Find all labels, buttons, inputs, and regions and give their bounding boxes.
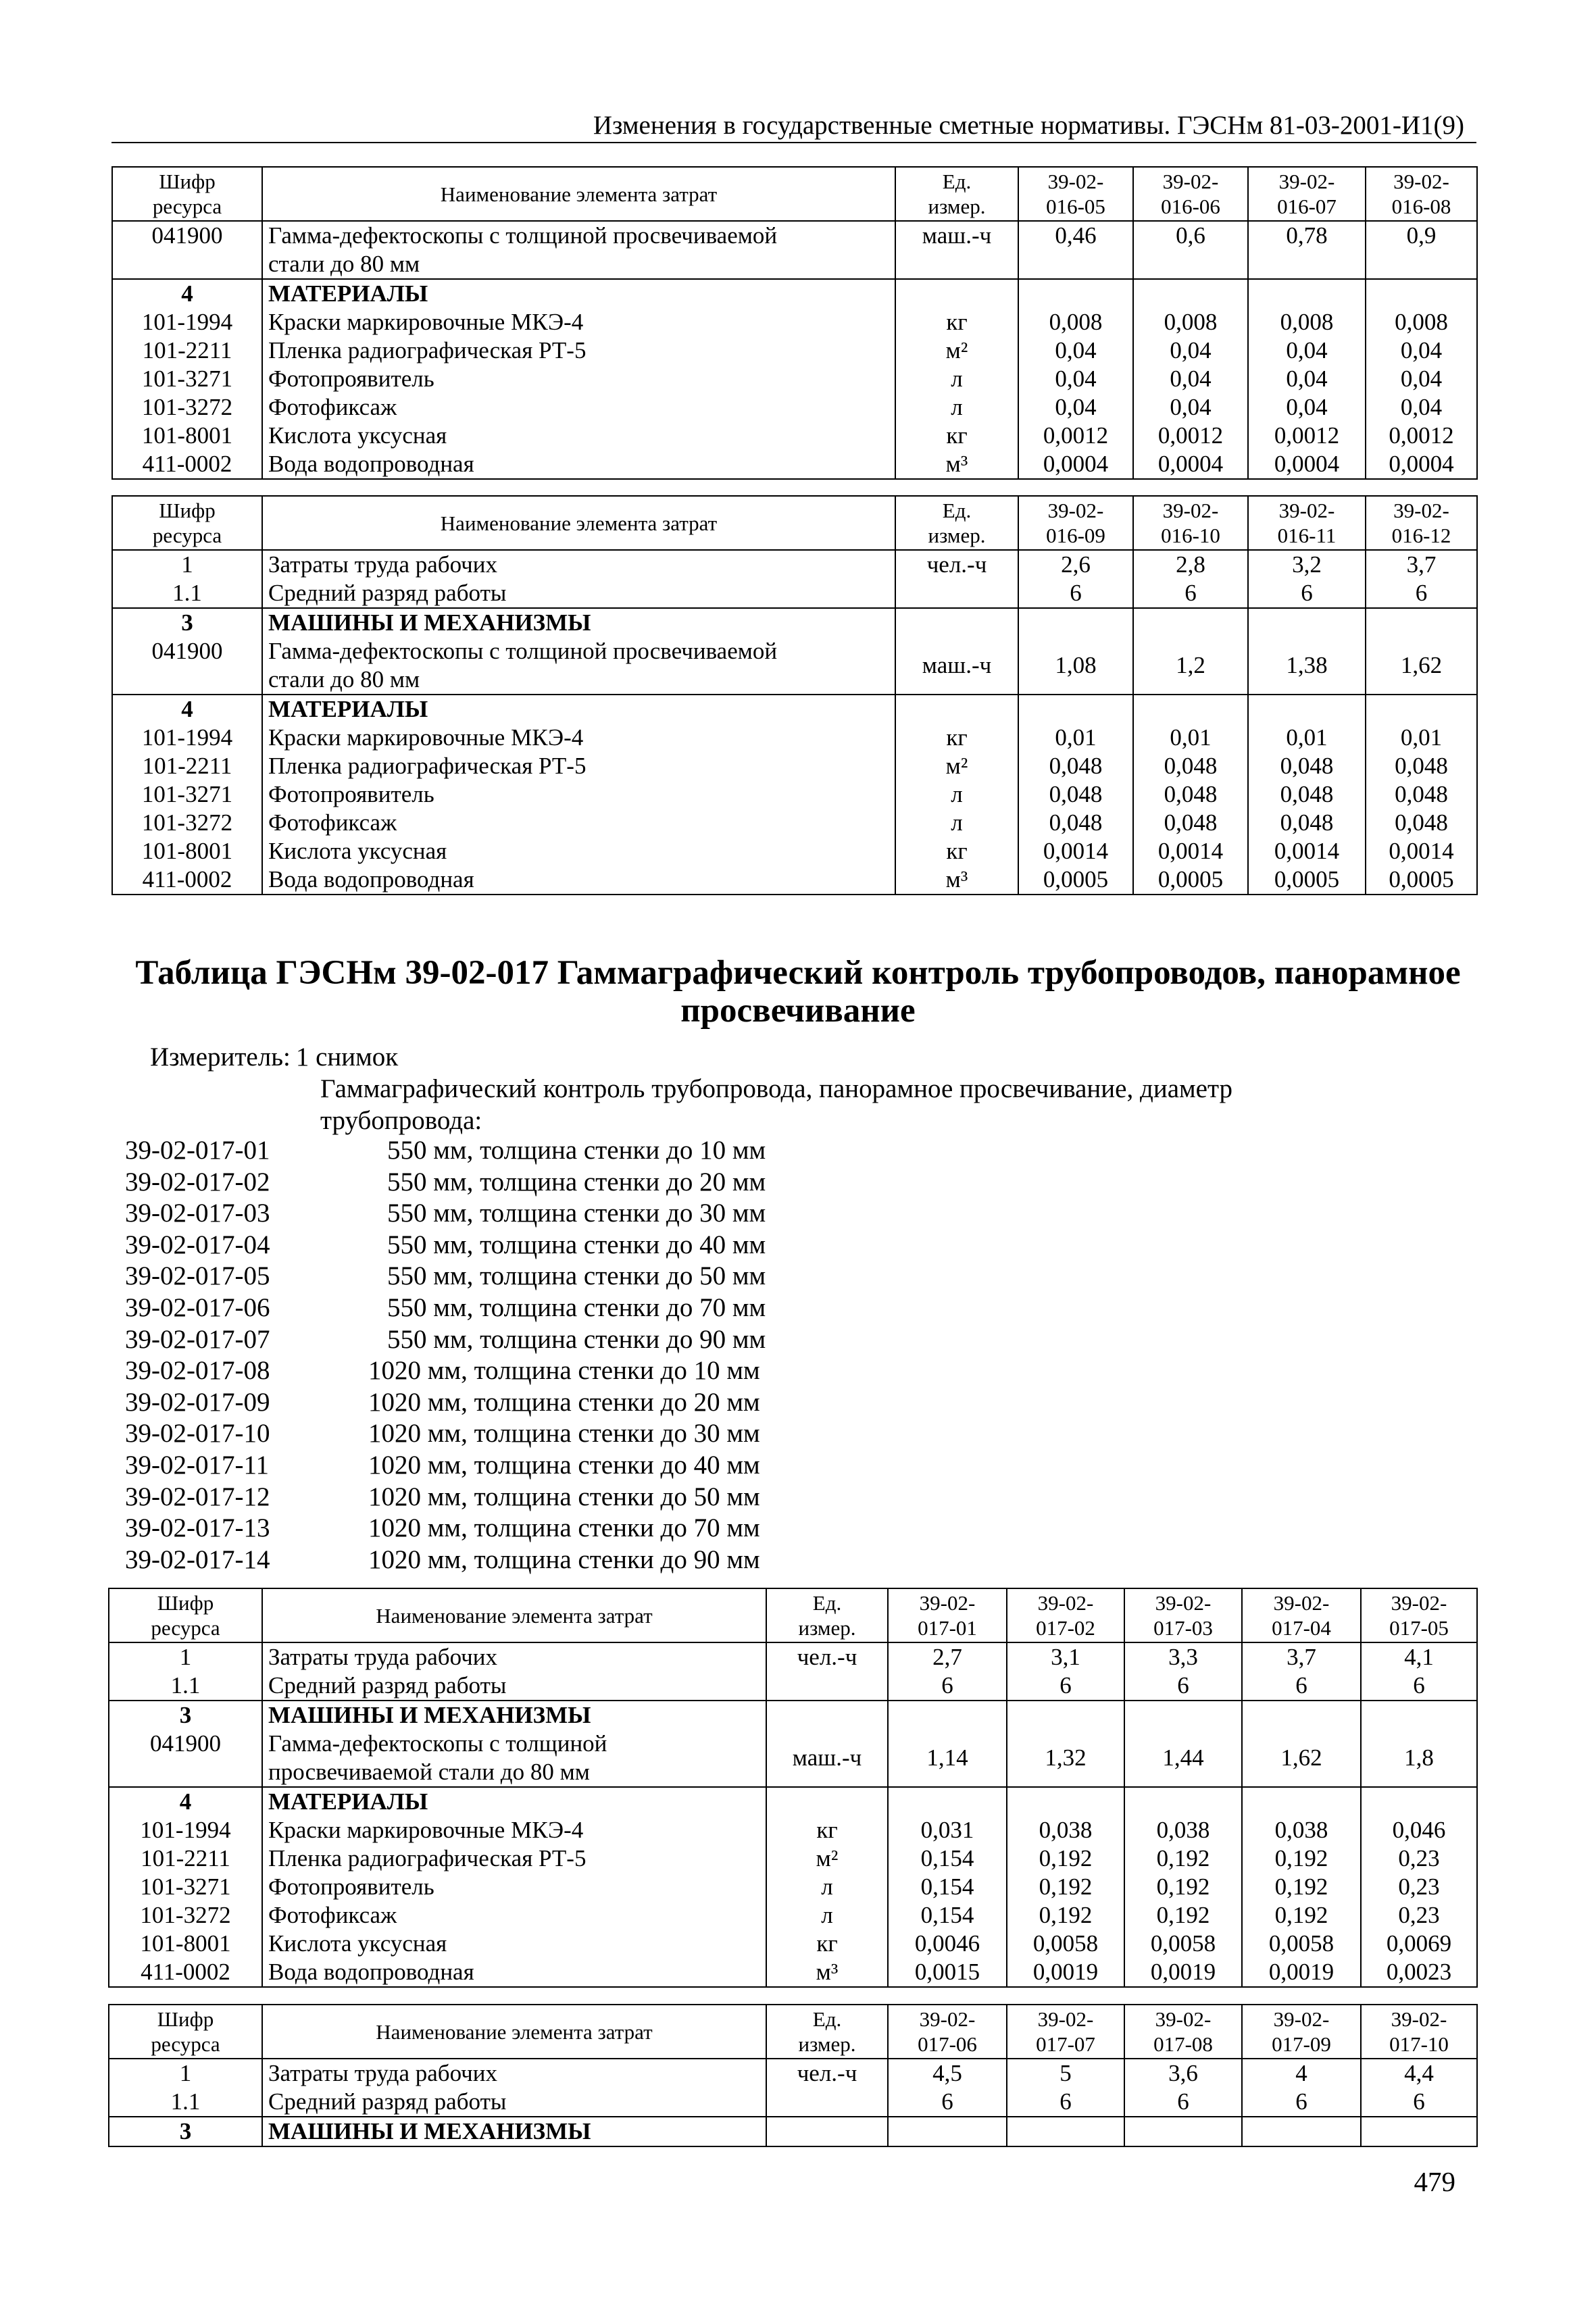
col-norm-header: 39-02- 016-12 [1366,496,1477,550]
section-row: 4 МАТЕРИАЛЫ [109,1787,1477,1816]
col-norm-header: 39-02- 017-08 [1124,2005,1242,2059]
col-norm-header: 39-02- 016-07 [1248,167,1366,221]
table-row: 1 Затраты труда рабочих чел.-ч 4,5 5 3,6 4 4,4 [109,2059,1477,2088]
col-norm-header: 39-02- 017-05 [1361,1588,1477,1642]
section-row: 4 МАТЕРИАЛЫ [112,279,1477,308]
table-row: 101-8001 Кислота уксусная кг 0,0012 0,0012 0,0012 0,0012 [112,422,1477,450]
col-norm-header: 39-02- 017-09 [1242,2005,1361,2059]
list-item: 39-02-017-01 550 мм, толщина стенки до 10 мм [125,1136,766,1165]
col-code-header: Шифр ресурса [112,496,262,550]
table-row: 1.1 Средний разряд работы 6 6 6 6 6 [109,2088,1477,2117]
col-norm-header: 39-02- 017-01 [888,1588,1007,1642]
table-row: 101-2211 Пленка радиографическая РТ-5 м² 0,048 0,048 0,048 0,048 [112,752,1477,780]
col-norm-header: 39-02- 017-06 [888,2005,1007,2059]
list-item: 39-02-017-12 1020 мм, толщина стенки до 50 мм [125,1482,760,1511]
list-item: 39-02-017-02 550 мм, толщина стенки до 20 мм [125,1167,766,1197]
table-row: 101-8001 Кислота уксусная кг 0,0046 0,0058 0,0058 0,0058 0,0069 [109,1930,1477,1958]
list-item: 39-02-017-04 550 мм, толщина стенки до 40 мм [125,1230,766,1259]
table-row: 101-8001 Кислота уксусная кг 0,0014 0,0014 0,0014 0,0014 [112,837,1477,865]
col-norm-header: 39-02- 017-07 [1007,2005,1124,2059]
table-header [112,496,1477,550]
table-row: 041900 Гамма-дефектоскопы с толщиной просвечиваемой стали до 80 мм маш.-ч 1,08 1,2 1,38 1,62 [112,637,1477,695]
page-number: 479 [1414,2166,1455,2197]
table-row: 101-1994 Краски маркировочные МКЭ-4 кг 0,031 0,038 0,038 0,038 0,046 [109,1816,1477,1844]
list-item: 39-02-017-11 1020 мм, толщина стенки до 40 мм [125,1450,760,1480]
table-row: 101-3271 Фотопроявитель л 0,154 0,192 0,192 0,192 0,23 [109,1873,1477,1901]
table-row: 041900 Гамма-дефектоскопы с толщиной просвечиваемой стали до 80 мм маш.-ч 1,14 1,32 1,44 1,62 1,8 [109,1730,1477,1787]
norms-table-016-05-08 [111,166,1478,480]
section-title: Таблица ГЭСНм 39-02-017 Гаммаграфический контроль трубопроводов, панорамное просвечивание [135,954,1461,1030]
list-item: 39-02-017-14 1020 мм, толщина стенки до 90 мм [125,1544,760,1574]
table-header [109,1588,1477,1642]
table-row: 411-0002 Вода водопроводная м³ 0,0005 0,0005 0,0005 0,0005 [112,865,1477,895]
meter-label: Измеритель: [150,1042,291,1072]
section-row: 4 МАТЕРИАЛЫ [112,695,1477,724]
table-row: 101-3272 Фотофиксаж л 0,048 0,048 0,048 0,048 [112,809,1477,837]
col-unit-header: Ед. измер. [766,1588,888,1642]
list-item: 39-02-017-13 1020 мм, толщина стенки до 70 мм [125,1513,760,1543]
table-row: 1.1 Средний разряд работы 6 6 6 6 [112,579,1477,608]
table-row: 101-3272 Фотофиксаж л 0,154 0,192 0,192 0,192 0,23 [109,1901,1477,1930]
table-row: 041900 Гамма-дефектоскопы с толщиной просвечиваемой стали до 80 мм маш.-ч 0,46 0,6 0,78 0,9 [112,221,1477,279]
table-row: 411-0002 Вода водопроводная м³ 0,0004 0,0004 0,0004 0,0004 [112,450,1477,479]
col-name-header: Наименование элемента затрат [262,2005,766,2059]
running-header [111,107,1476,143]
table-row: 1 Затраты труда рабочих чел.-ч 2,6 2,8 3,2 3,7 [112,550,1477,579]
col-norm-header: 39-02- 017-04 [1242,1588,1361,1642]
table-header [112,167,1477,221]
col-code-header: Шифр ресурса [112,167,262,221]
section-row: 3 МАШИНЫ И МЕХАНИЗМЫ [109,1701,1477,1730]
col-norm-header: 39-02- 016-05 [1018,167,1133,221]
col-norm-header: 39-02- 017-03 [1124,1588,1242,1642]
col-norm-header: 39-02- 016-06 [1133,167,1248,221]
list-item: 39-02-017-03 550 мм, толщина стенки до 30 мм [125,1199,766,1228]
norm-list [125,1135,766,1576]
table-row: 101-2211 Пленка радиографическая РТ-5 м² 0,04 0,04 0,04 0,04 [112,336,1477,365]
meter-line [150,1042,398,1072]
table-row: 1.1 Средний разряд работы 6 6 6 6 6 [109,1671,1477,1701]
list-item: 39-02-017-06 550 мм, толщина стенки до 70 мм [125,1292,766,1322]
table-row: 1 Затраты труда рабочих чел.-ч 2,7 3,1 3,3 3,7 4,1 [109,1642,1477,1671]
table-row: 101-3271 Фотопроявитель л 0,048 0,048 0,048 0,048 [112,780,1477,809]
norms-table-017-06-10 [108,2004,1478,2147]
norms-table-017-01-05 [108,1588,1478,1988]
meter-value: 1 снимок [295,1042,399,1072]
header-text: Изменения в государственные сметные нормативы. ГЭСНм 81-03-2001-И1(9) [593,111,1464,140]
col-norm-header: 39-02- 016-08 [1366,167,1477,221]
table-row: 101-3271 Фотопроявитель л 0,04 0,04 0,04 0,04 [112,365,1477,393]
work-description: Гаммаграфический контроль трубопровода, панорамное просвечивание, диаметр трубопровода: [320,1074,1233,1135]
table-header [109,2005,1477,2059]
list-item: 39-02-017-10 1020 мм, толщина стенки до 30 мм [125,1419,760,1449]
section-row: 3 МАШИНЫ И МЕХАНИЗМЫ [109,2117,1477,2146]
col-norm-header: 39-02- 016-10 [1133,496,1248,550]
norms-table-016-09-12 [111,495,1478,895]
table-row: 101-2211 Пленка радиографическая РТ-5 м² 0,154 0,192 0,192 0,192 0,23 [109,1844,1477,1873]
col-code-header: Шифр ресурса [109,2005,262,2059]
list-item: 39-02-017-09 1020 мм, толщина стенки до 20 мм [125,1387,760,1417]
col-norm-header: 39-02- 017-02 [1007,1588,1124,1642]
col-code-header: Шифр ресурса [109,1588,262,1642]
list-item: 39-02-017-07 550 мм, толщина стенки до 90 мм [125,1324,766,1354]
col-norm-header: 39-02- 017-10 [1361,2005,1477,2059]
col-name-header: Наименование элемента затрат [262,1588,766,1642]
col-norm-header: 39-02- 016-09 [1018,496,1133,550]
list-item: 39-02-017-08 1020 мм, толщина стенки до 10 мм [125,1356,760,1386]
table-row: 411-0002 Вода водопроводная м³ 0,0015 0,0019 0,0019 0,0019 0,0023 [109,1958,1477,1987]
section-row: 3 МАШИНЫ И МЕХАНИЗМЫ [112,608,1477,637]
table-row: 101-1994 Краски маркировочные МКЭ-4 кг 0,01 0,01 0,01 0,01 [112,724,1477,752]
col-unit-header: Ед. измер. [895,167,1018,221]
table-row: 101-1994 Краски маркировочные МКЭ-4 кг 0,008 0,008 0,008 0,008 [112,308,1477,336]
col-norm-header: 39-02- 016-11 [1248,496,1366,550]
list-item: 39-02-017-05 550 мм, толщина стенки до 50 мм [125,1261,766,1291]
col-unit-header: Ед. измер. [895,496,1018,550]
col-unit-header: Ед. измер. [766,2005,888,2059]
col-name-header: Наименование элемента затрат [262,496,895,550]
col-name-header: Наименование элемента затрат [262,167,895,221]
table-row: 101-3272 Фотофиксаж л 0,04 0,04 0,04 0,04 [112,393,1477,422]
